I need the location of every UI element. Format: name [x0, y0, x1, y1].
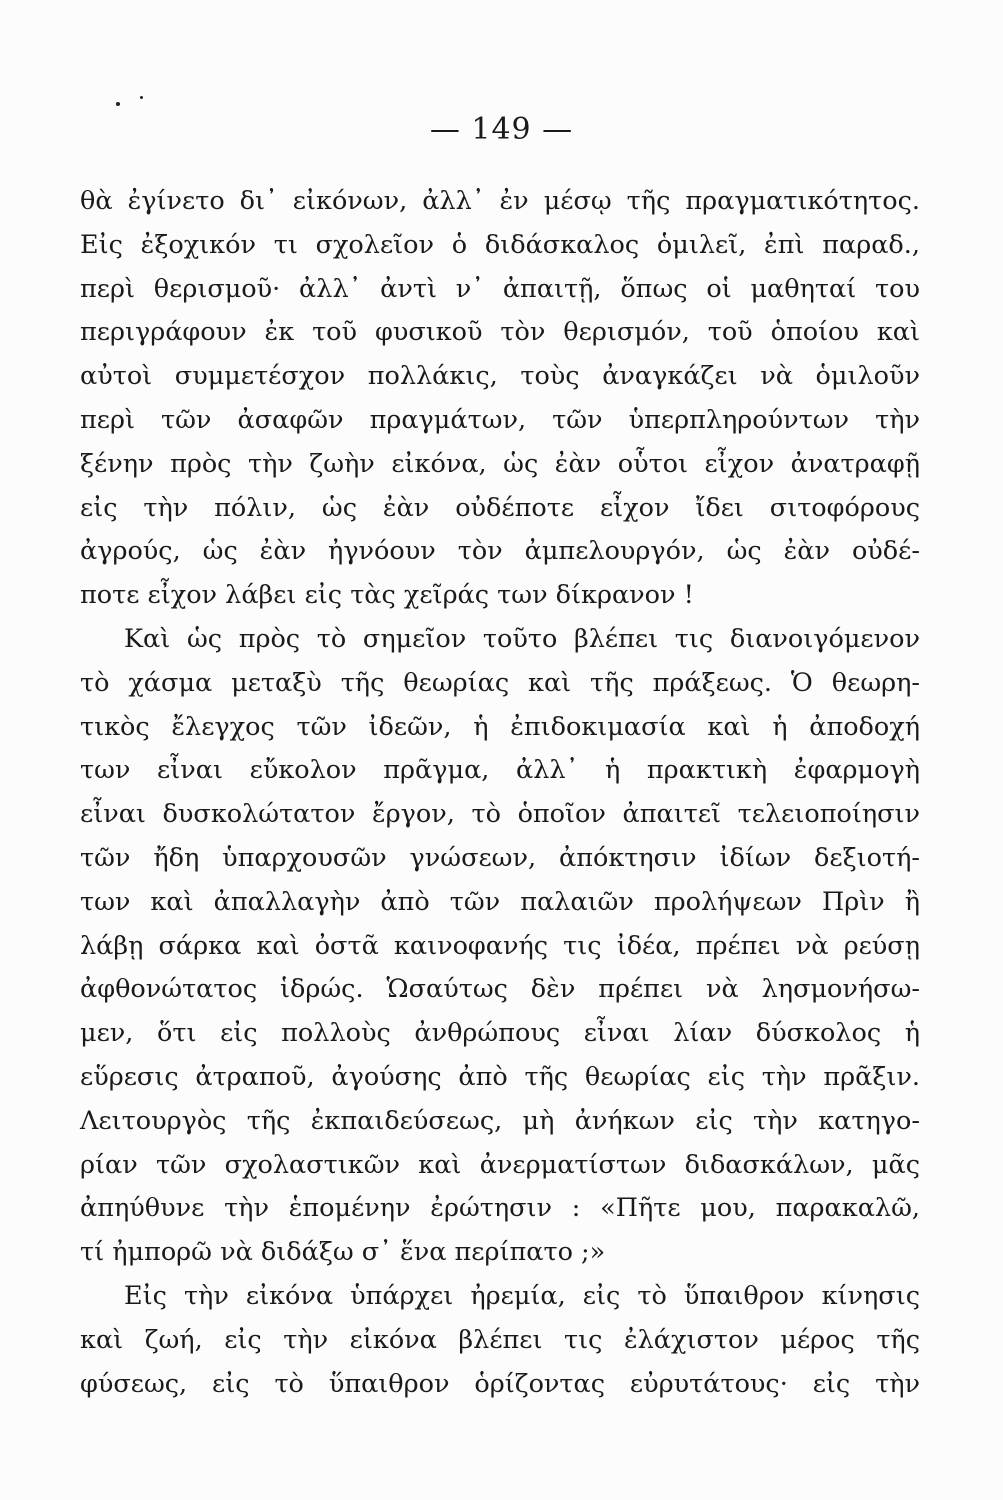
- text-line: ἀπηύθυνε τὴν ἑπομένην ἐρώτησιν : «Πῆτε μου, παρακαλῶ,: [80, 1193, 920, 1224]
- text-line: αὐτοὶ συμμετέσχον πολλάκις, τοὺς ἀναγκάζει νὰ ὁμιλοῦν: [80, 361, 920, 392]
- text-line: καὶ ζωή, εἰς τὴν εἰκόνα βλέπει τις ἐλάχιστον μέρος τῆς: [80, 1324, 920, 1355]
- text-line: περὶ τῶν ἀσαφῶν πραγμάτων, τῶν ὑπερπληρούντων τὴν: [80, 404, 920, 435]
- text-line: Εἰς ἐξοχικόν τι σχολεῖον ὁ διδάσκαλος ὁμιλεῖ, ἐπὶ παραδ.,: [80, 229, 920, 260]
- ink-speck: [140, 96, 143, 99]
- text-line: ξένην πρὸς τὴν ζωὴν εἰκόνα, ὡς ἐὰν οὗτοι εἶχον ἀνατραφῇ: [80, 448, 920, 479]
- text-line: εἰς τὴν πόλιν, ὡς ἐὰν οὐδέποτε εἶχον ἴδει σιτοφόρους: [80, 492, 920, 523]
- text-line: Λειτουργὸς τῆς ἐκπαιδεύσεως, μὴ ἀνήκων εἰς τὴν κατηγο-: [80, 1105, 920, 1136]
- text-line: λάβῃ σάρκα καὶ ὀστᾶ καινοφανής τις ἰδέα, πρέπει νὰ ρεύσῃ: [80, 930, 920, 961]
- text-line: ἀγρούς, ὡς ἐὰν ἠγνόουν τὸν ἀμπελουργόν, ὡς ἐὰν οὐδέ-: [80, 536, 920, 567]
- text-line: μεν, ὅτι εἰς πολλοὺς ἀνθρώπους εἶναι λίαν δύσκολος ἡ: [80, 1018, 920, 1049]
- page-number: — 149 —: [429, 112, 574, 147]
- text-line: εὕρεσις ἀτραποῦ, ἀγούσης ἀπὸ τῆς θεωρίας εἰς τὴν πρᾶξιν.: [80, 1061, 920, 1092]
- text-line: φύσεως, εἰς τὸ ὕπαιθρον ὁρίζοντας εὐρυτάτους· εἰς τὴν: [80, 1368, 920, 1399]
- text-line: τῶν ἤδη ὑπαρχουσῶν γνώσεων, ἀπόκτησιν ἰδίων δεξιοτή-: [80, 842, 920, 873]
- text-line: τικὸς ἔλεγχος τῶν ἰδεῶν, ἡ ἐπιδοκιμασία καὶ ἡ ἀποδοχή: [80, 711, 920, 742]
- text-line: περιγράφουν ἐκ τοῦ φυσικοῦ τὸν θερισμόν, τοῦ ὁποίου καὶ: [80, 317, 920, 348]
- text-line: ρίαν τῶν σχολαστικῶν καὶ ἀνερματίστων διδασκάλων, μᾶς: [80, 1149, 920, 1180]
- body-text: [80, 180, 920, 1406]
- paragraph-start-line: Εἰς τὴν εἰκόνα ὑπάρχει ἠρεμία, εἰς τὸ ὕπαιθρον κίνησις: [124, 1280, 920, 1311]
- text-line: ἀφθονώτατος ἱδρώς. Ὡσαύτως δὲν πρέπει νὰ λησμονήσω-: [80, 974, 920, 1005]
- text-line: των καὶ ἀπαλλαγὴν ἀπὸ τῶν παλαιῶν προλήψεων Πρὶν ἢ: [80, 886, 920, 917]
- text-line: ποτε εἶχον λάβει εἰς τὰς χεῖράς των δίκρανον !: [80, 580, 694, 611]
- text-line: τί ἠμπορῶ νὰ διδάξω σ᾽ ἕνα περίπατο ;»: [80, 1237, 606, 1268]
- ink-speck: [116, 102, 120, 106]
- text-line: εἶναι δυσκολώτατον ἔργον, τὸ ὁποῖον ἀπαιτεῖ τελειοποίησιν: [80, 799, 920, 830]
- text-line: τὸ χάσμα μεταξὺ τῆς θεωρίας καὶ τῆς πράξεως. Ὁ θεωρη-: [80, 667, 920, 698]
- text-line: των εἶναι εὔκολον πρᾶγμα, ἀλλ᾽ ἡ πρακτικὴ ἐφαρμογὴ: [80, 755, 920, 786]
- text-line: περὶ θερισμοῦ· ἀλλ᾽ ἀντὶ ν᾽ ἀπαιτῇ, ὅπως οἱ μαθηταί του: [80, 273, 920, 304]
- text-line: θὰ ἐγίνετο δι᾽ εἰκόνων, ἀλλ᾽ ἐν μέσῳ τῆς πραγματικότητος.: [80, 186, 920, 216]
- paragraph-start-line: Καὶ ὡς πρὸς τὸ σημεῖον τοῦτο βλέπει τις διανοιγόμενον: [124, 623, 920, 654]
